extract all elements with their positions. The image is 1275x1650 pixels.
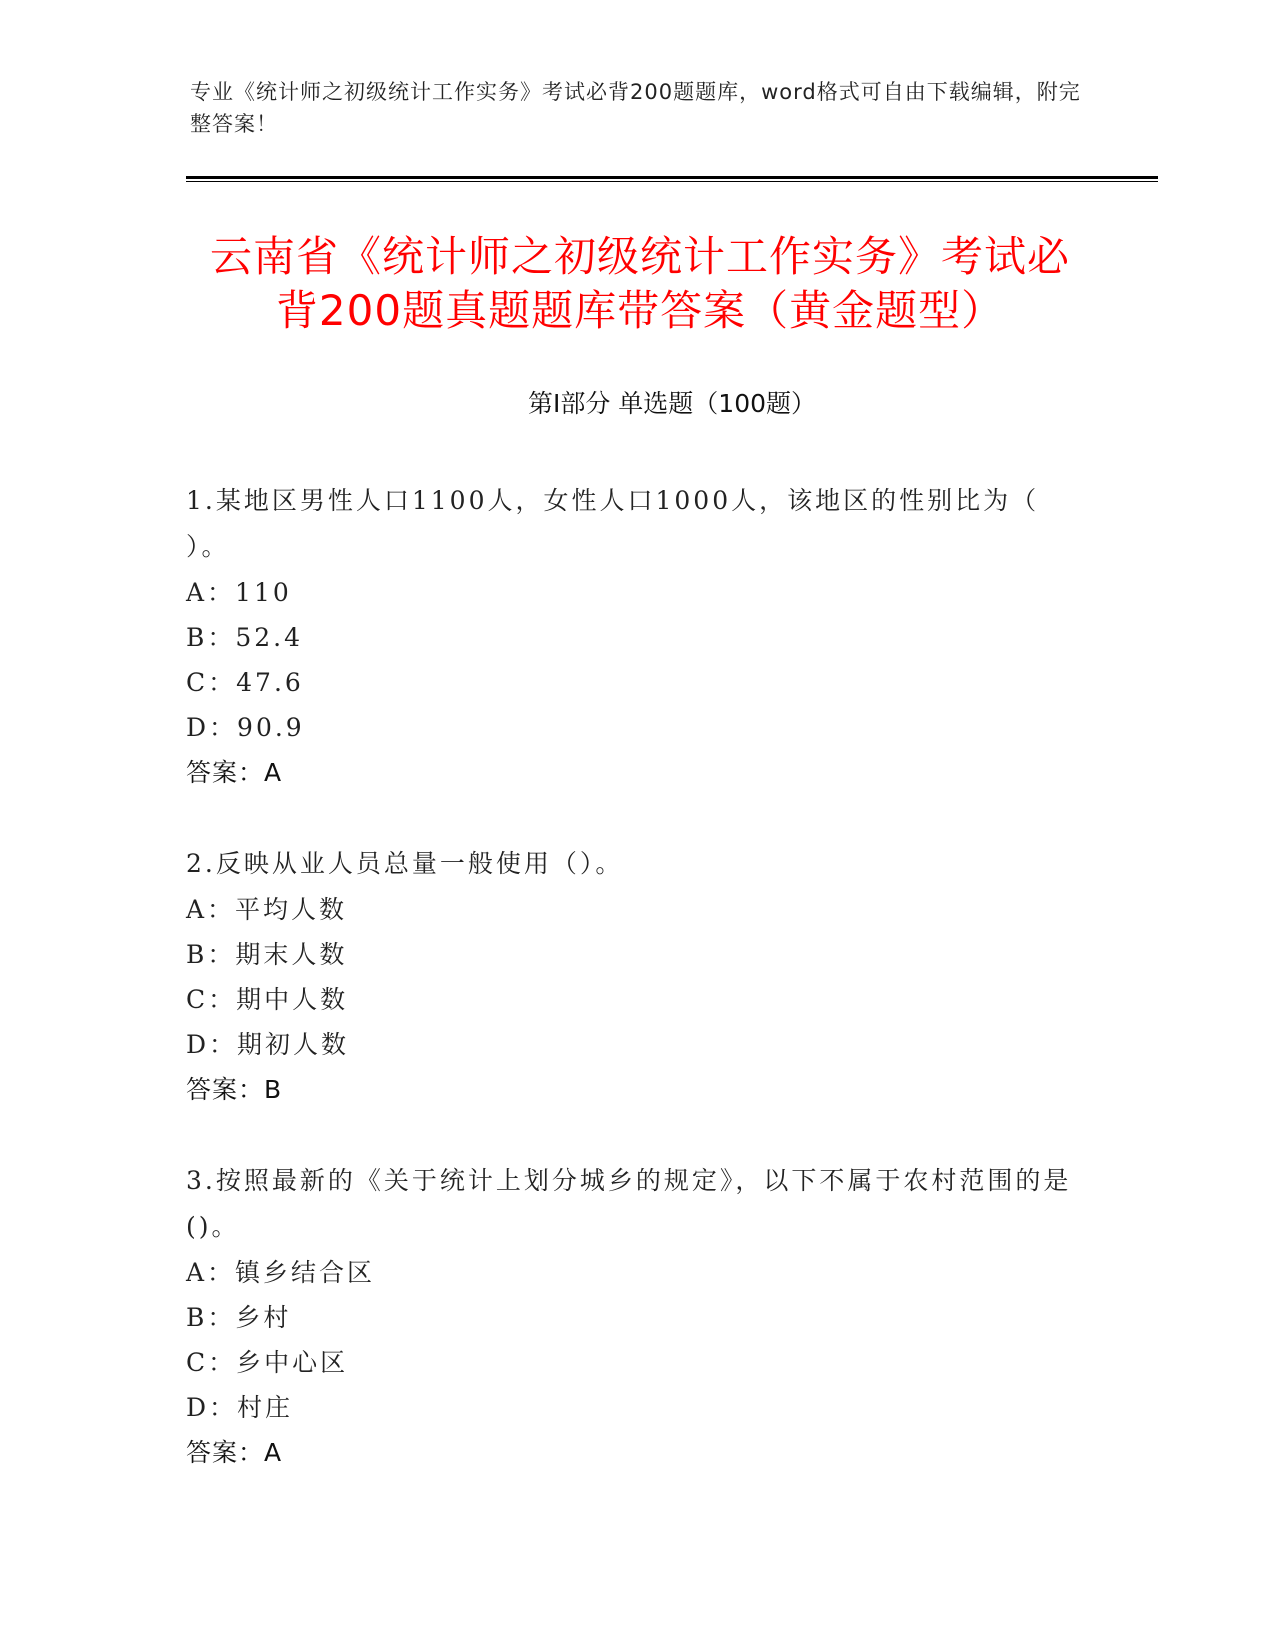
question-list xyxy=(186,478,1086,1521)
option-a: A：平均人数 xyxy=(186,895,348,924)
question-3 xyxy=(186,1158,1086,1475)
header-rule-thick xyxy=(186,176,1158,179)
question-stem: 3.按照最新的《关于统计上划分城乡的规定》，以下不属于农村范围的是()。 xyxy=(186,1166,1072,1241)
question-stem: 1.某地区男性人口1100人，女性人口1000人，该地区的性别比为（ ）。 xyxy=(186,486,1040,561)
option-b: B：期末人数 xyxy=(186,940,348,969)
option-d: D：村庄 xyxy=(186,1393,294,1422)
option-d: D：90.9 xyxy=(186,713,305,742)
option-b: B：乡村 xyxy=(186,1303,292,1332)
question-1 xyxy=(186,478,1086,795)
header-note: 专业《统计师之初级统计工作实务》考试必背200题题库，word格式可自由下载编辑，附完整答案！ xyxy=(190,80,1081,136)
answer: 答案：A xyxy=(186,1438,283,1467)
section-title: 第Ⅰ部分 单选题（100题） xyxy=(527,389,817,418)
option-a: A：110 xyxy=(186,578,292,607)
answer: 答案：A xyxy=(186,758,283,787)
option-d: D：期初人数 xyxy=(186,1030,350,1059)
option-c: C：47.6 xyxy=(186,668,304,697)
option-c: C：乡中心区 xyxy=(186,1348,349,1377)
question-stem: 2.反映从业人员总量一般使用（）。 xyxy=(186,849,624,878)
option-a: A：镇乡结合区 xyxy=(186,1258,376,1287)
option-c: C：期中人数 xyxy=(186,985,349,1014)
question-2 xyxy=(186,841,1086,1112)
document-title: 云南省《统计师之初级统计工作实务》考试必背200题真题题库带答案（黄金题型） xyxy=(209,232,1070,335)
answer: 答案：B xyxy=(186,1075,283,1104)
header-rule-thin xyxy=(186,181,1158,182)
option-b: B：52.4 xyxy=(186,623,304,652)
